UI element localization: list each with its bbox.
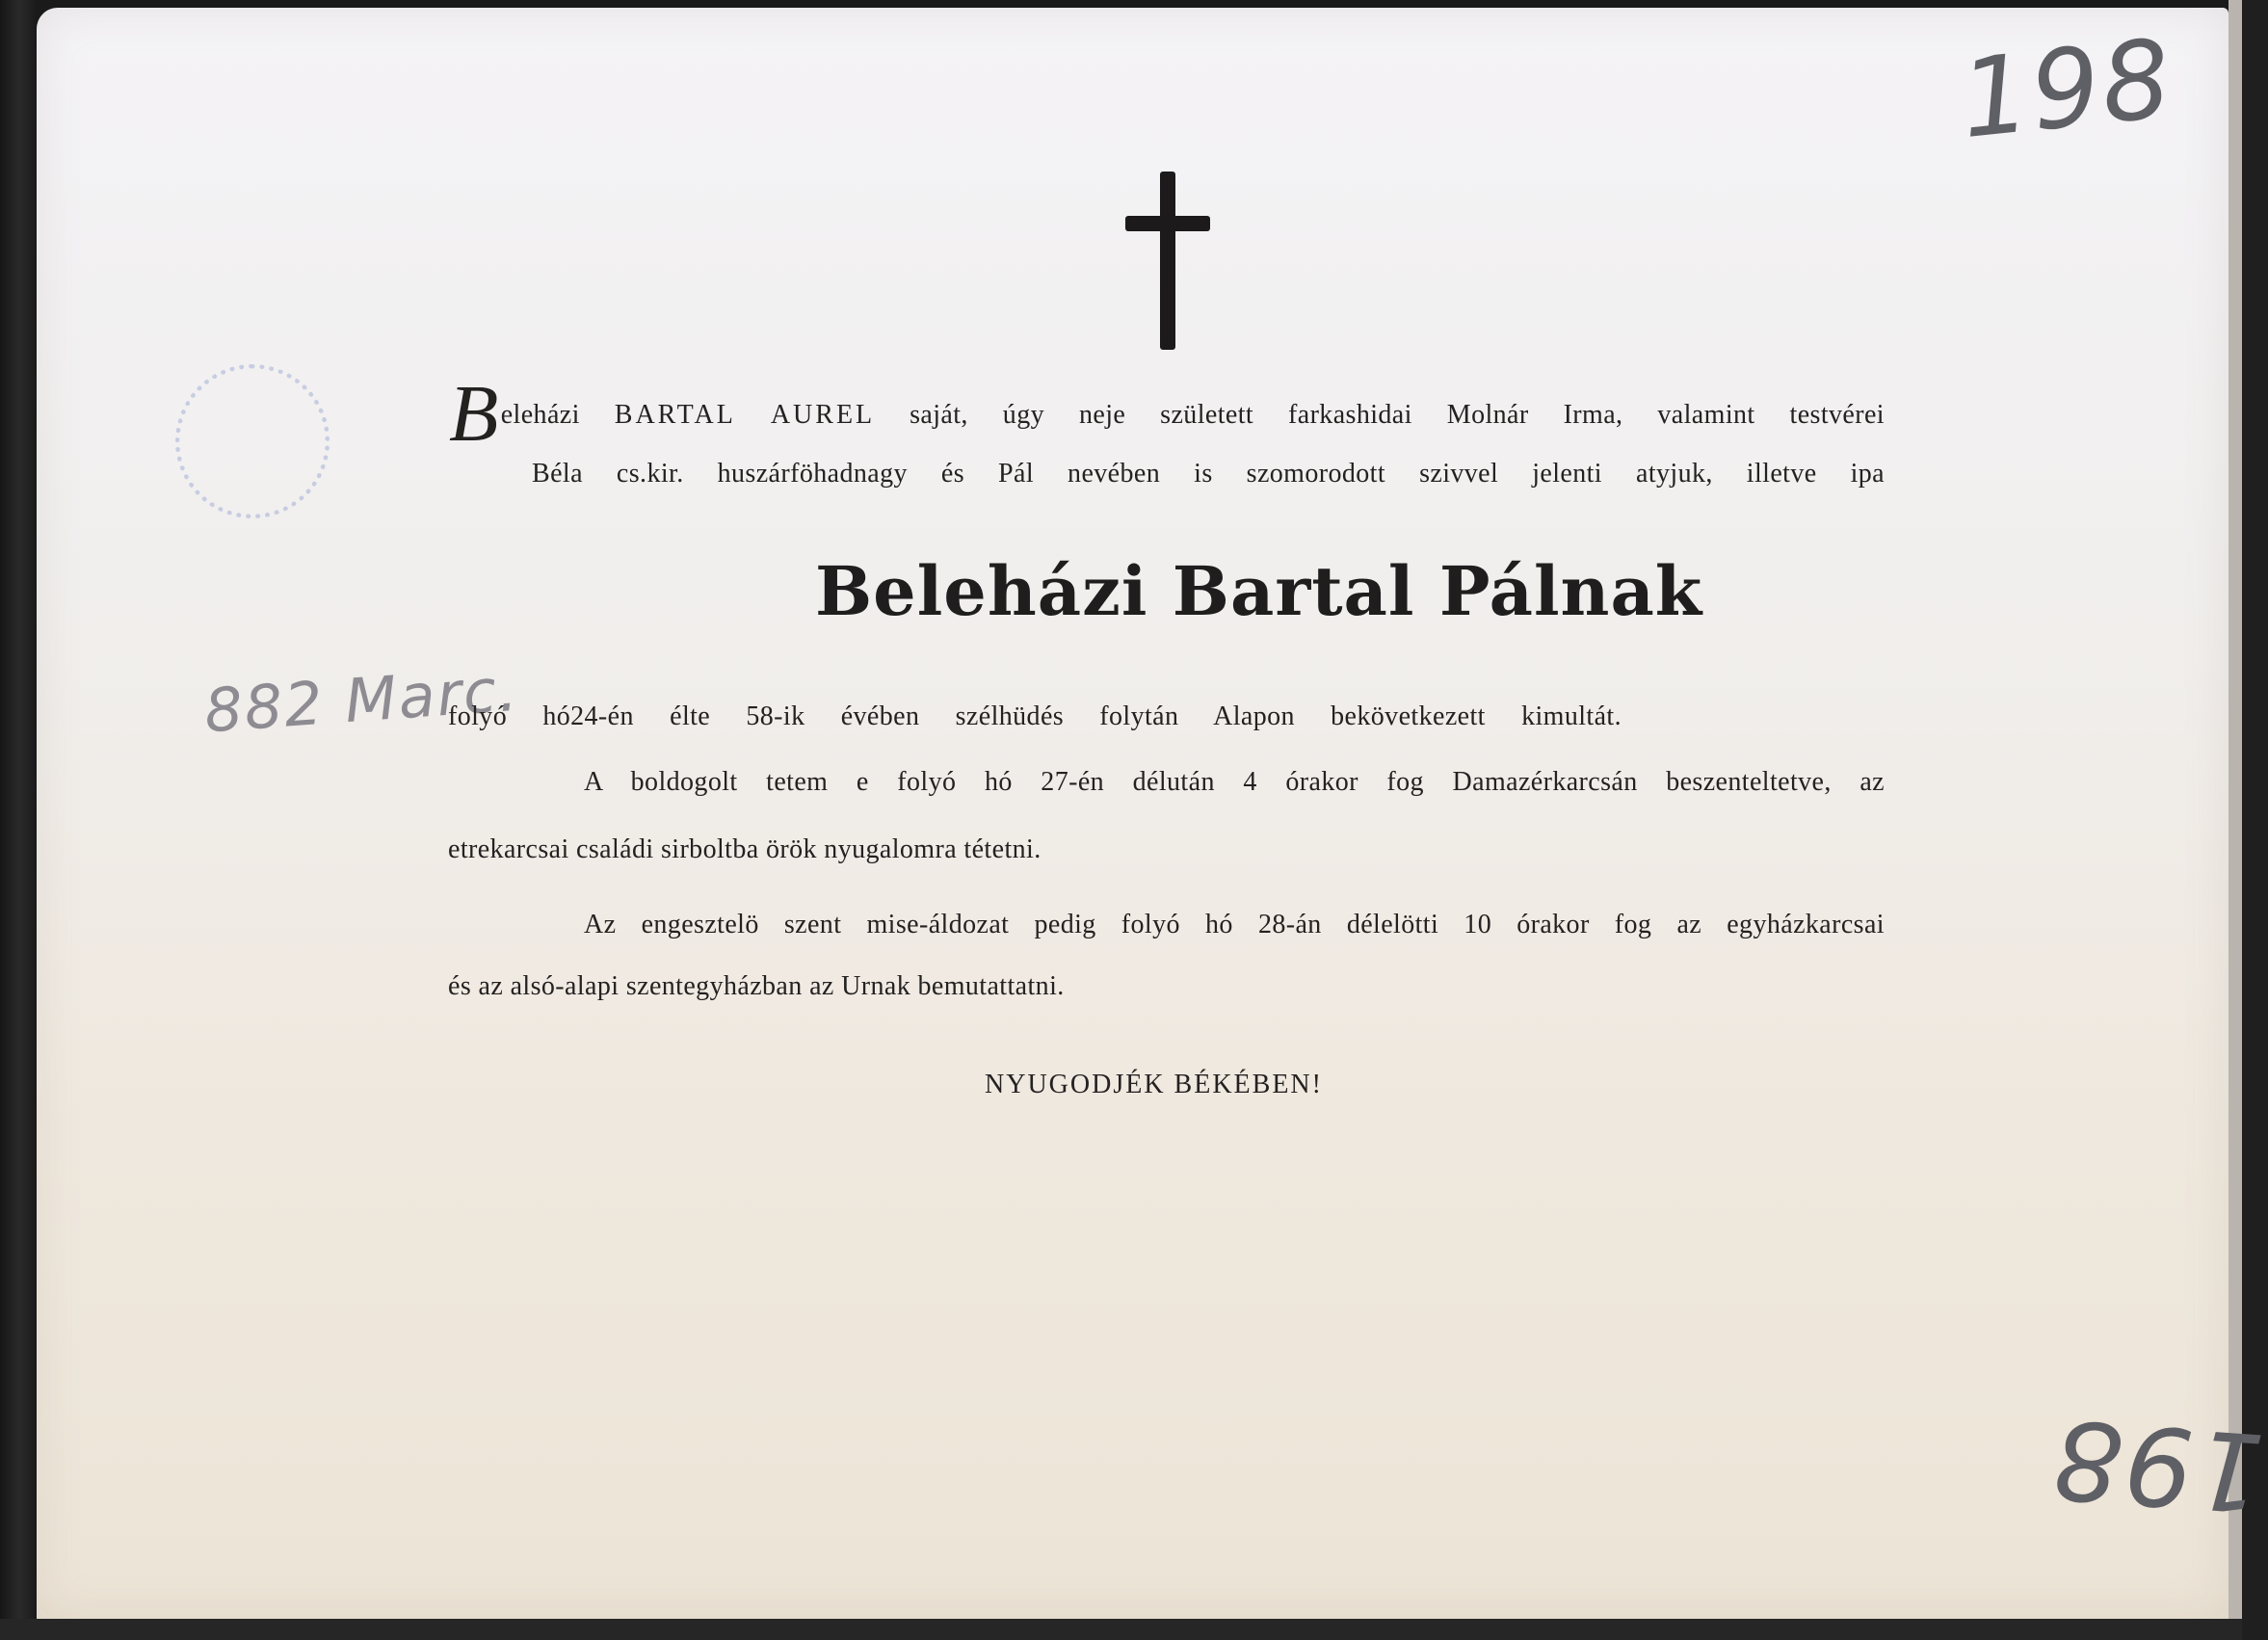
page-number-top: 198 (1954, 15, 2178, 164)
closing-phrase: NYUGODJÉK BÉKÉBEN! (985, 1070, 1323, 1099)
announcement-line-2: Béla cs.kir. huszárföhadnagy és Pál nevében is szomorodott szivvel jelenti atyjuk, illetve ipa (532, 459, 1885, 489)
line1-start: eleházi (500, 400, 615, 430)
page-number-bottom: 198 (2047, 1394, 2268, 1535)
page-edge (2228, 0, 2242, 1640)
announcement-line-7: és az alsó-alapi szentegyházban az Urnak bemutattatni. (448, 971, 1065, 1001)
announcement-line-1 (449, 369, 1885, 459)
announcement-line-6: Az engesztelö szent mise-áldozat pedig folyó hó 28-án délelötti 10 órakor fog az egyházkarcsai (584, 910, 1885, 939)
margin-note: 882 Marc. (201, 653, 521, 747)
announcement-line-3: folyó hó24-én élte 58-ik évében szélhüdés folytán Alapon bekövetkezett kimultát. (448, 701, 1622, 731)
line1-caps: BARTAL AUREL (614, 400, 876, 430)
cross-icon (1125, 172, 1210, 350)
library-stamp (175, 364, 330, 518)
decorative-initial: B (449, 369, 499, 459)
line1-end: saját, úgy neje született farkashidai Molnár Irma, valamint testvérei (875, 400, 1885, 430)
scan-border (0, 1619, 2242, 1640)
announcement-line-5: etrekarcsai családi sirboltba örök nyugalomra tétetni. (448, 834, 1042, 864)
announcement-line-4: A boldogolt tetem e folyó hó 27-én délután 4 órakor fog Damazérkarcsán beszenteltetve, az (584, 767, 1885, 797)
deceased-name: Beleházi Bartal Pálnak (815, 551, 1703, 631)
